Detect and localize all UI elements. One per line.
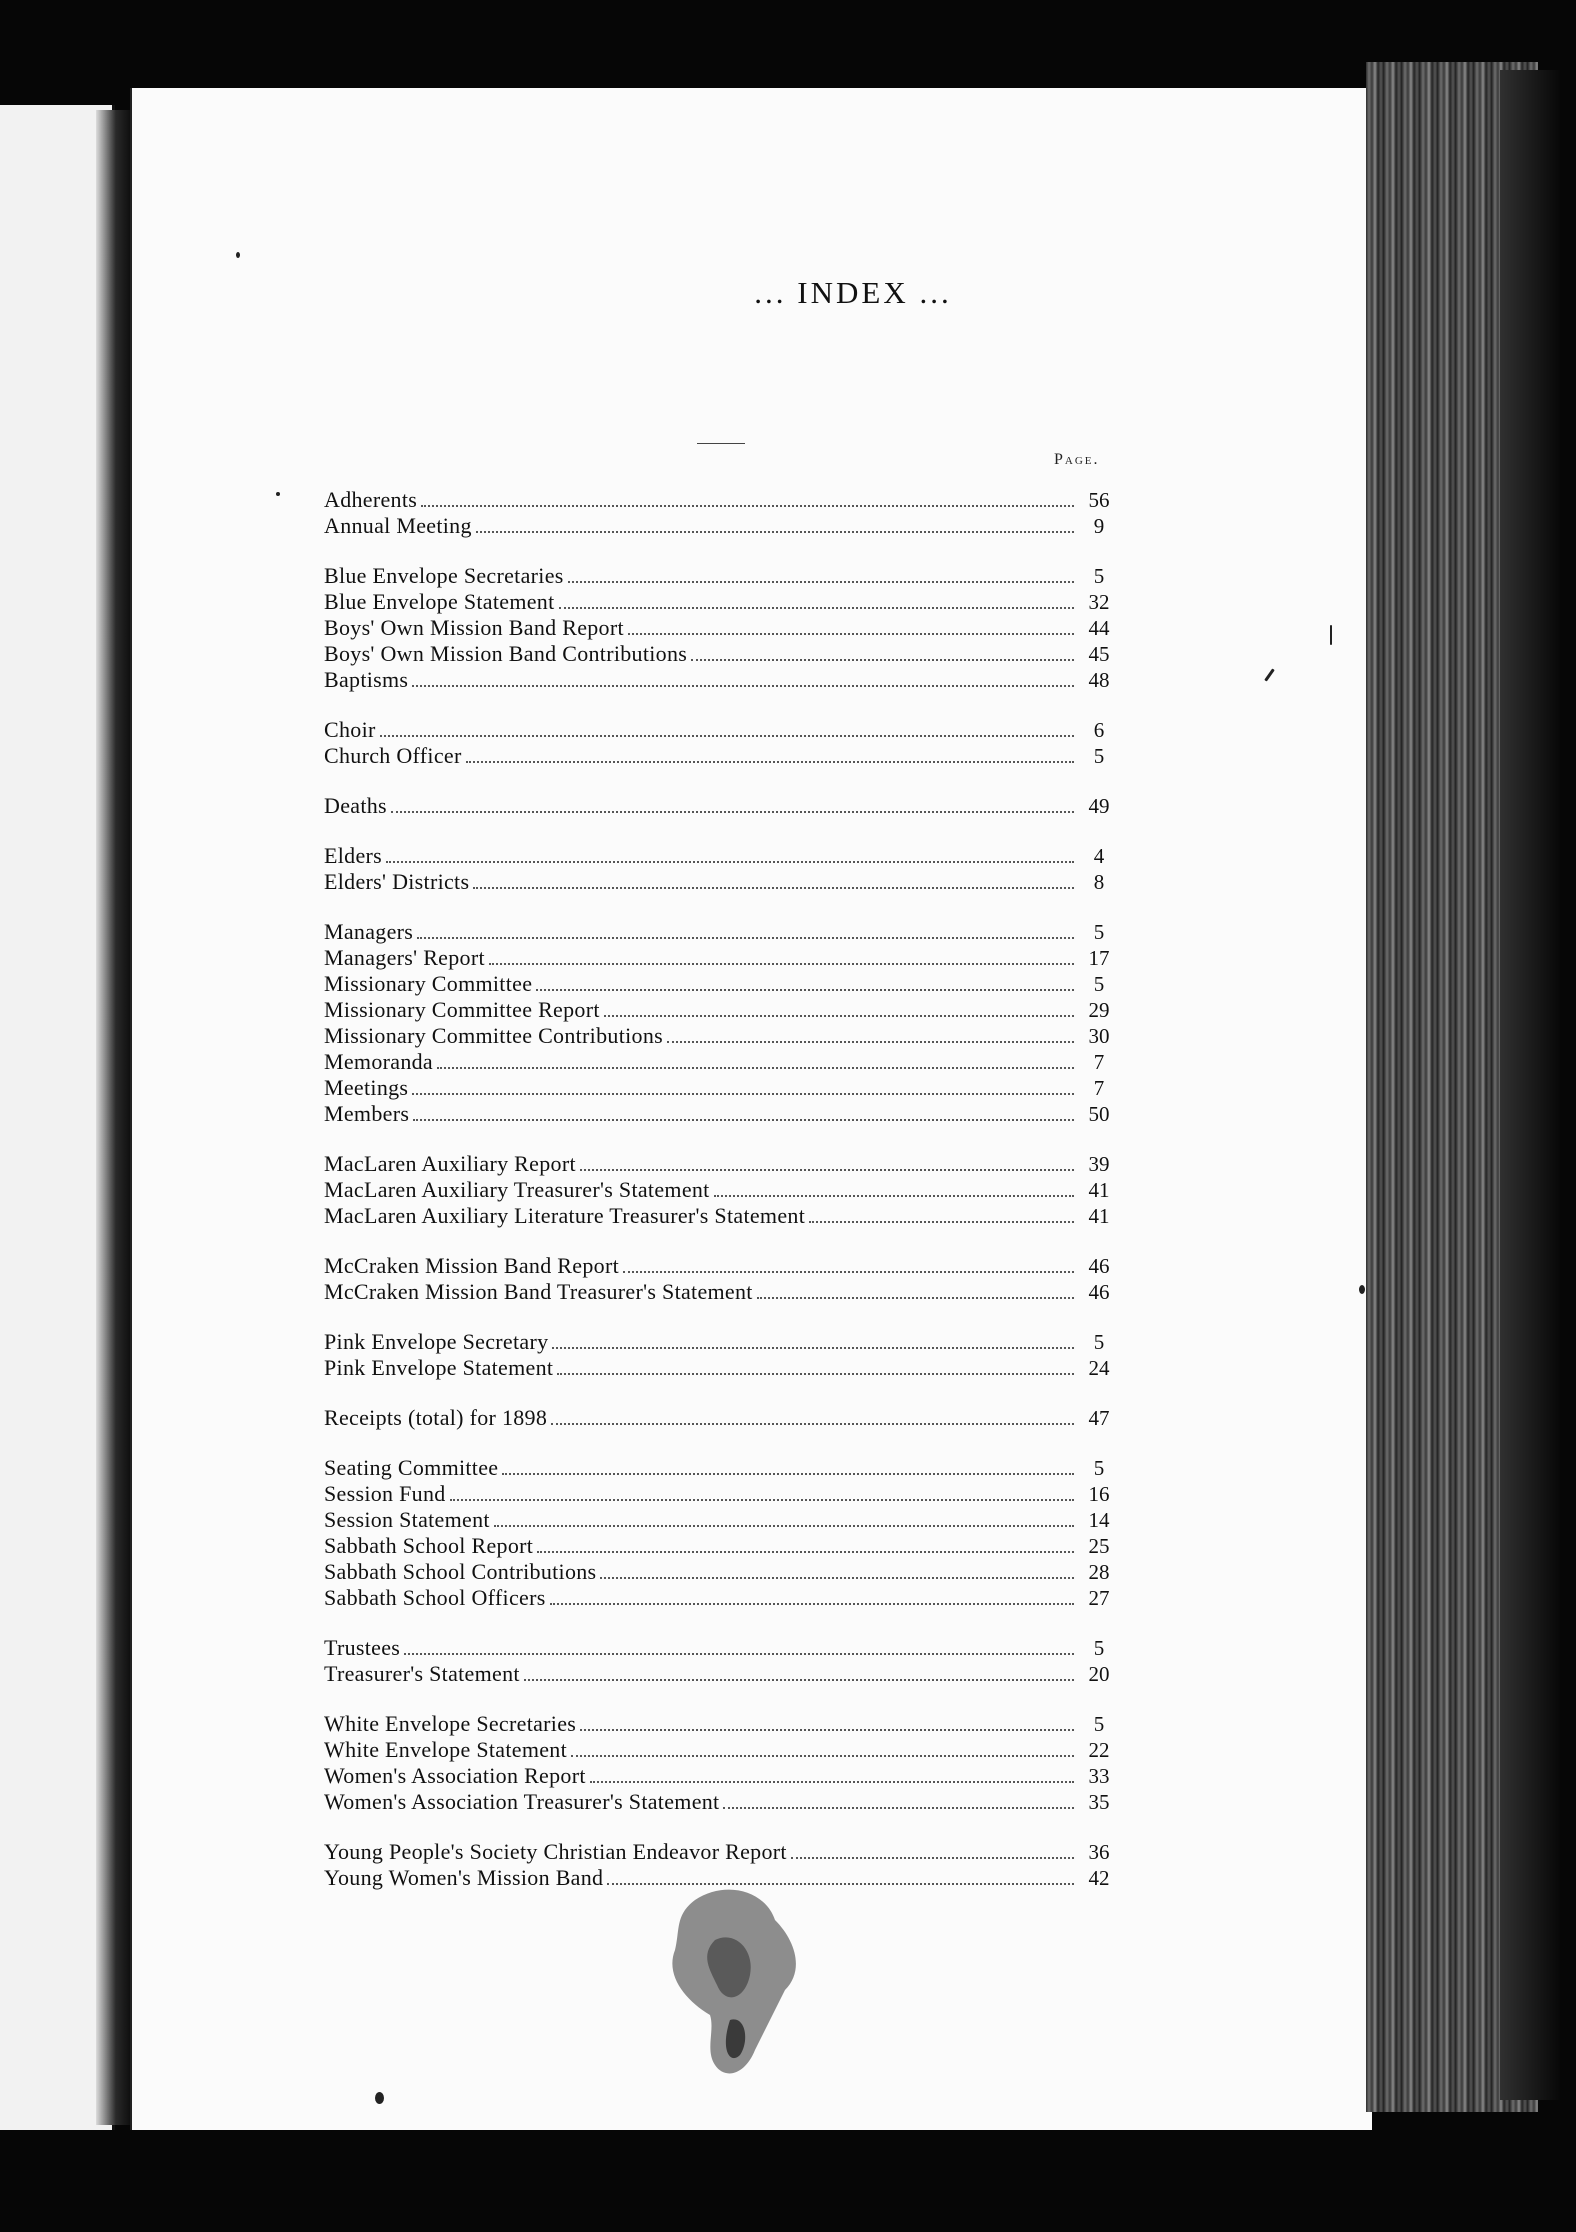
index-entry-label: Meetings — [324, 1075, 409, 1100]
index-entry-label: Choir — [324, 717, 376, 742]
index-entry-label: McCraken Mission Band Report — [324, 1253, 619, 1278]
dot-leader — [437, 1067, 1074, 1069]
index-entry-page: 29 — [1088, 998, 1110, 1022]
index-entry — [324, 997, 1114, 1023]
index-entry — [324, 1507, 1114, 1533]
index-entry-label: Elders — [324, 843, 383, 868]
index-entry — [324, 843, 1114, 869]
page-column-heading: Page. — [1054, 451, 1100, 468]
index-entry-label: McCraken Mission Band Treasurer's Statement — [324, 1279, 753, 1304]
index-entry-page: 6 — [1093, 718, 1105, 742]
index-entry-label: Pink Envelope Statement — [324, 1355, 554, 1380]
index-entry-label: Adherents — [324, 487, 418, 512]
index-entry-page: 5 — [1093, 1456, 1105, 1480]
dot-leader — [623, 1271, 1074, 1273]
dot-leader — [551, 1423, 1074, 1425]
dot-leader — [466, 761, 1074, 763]
dot-leader — [386, 861, 1074, 863]
index-entry — [324, 793, 1114, 819]
dot-leader — [600, 1577, 1074, 1579]
index-entry — [324, 1763, 1114, 1789]
index-entry-label: Blue Envelope Statement — [324, 589, 555, 614]
index-entry-page: 35 — [1088, 1790, 1110, 1814]
index-entry-label: Managers — [324, 919, 414, 944]
index-entry — [324, 513, 1114, 539]
index-entry-label: Session Fund — [324, 1481, 446, 1506]
index-entry — [324, 641, 1114, 667]
index-entry — [324, 1355, 1114, 1381]
index-entry-label: Annual Meeting — [324, 513, 472, 538]
index-entry — [324, 971, 1114, 997]
dot-leader — [604, 1015, 1074, 1017]
dot-leader — [421, 505, 1074, 507]
index-entry — [324, 1533, 1114, 1559]
index-entry-label: Members — [324, 1101, 410, 1126]
index-entry — [324, 615, 1114, 641]
index-entry-page: 28 — [1088, 1560, 1110, 1584]
dot-leader — [412, 1093, 1074, 1095]
dot-leader — [404, 1653, 1074, 1655]
index-entry — [324, 1329, 1114, 1355]
index-entry — [324, 589, 1114, 615]
dot-leader — [550, 1603, 1074, 1605]
paper-speck — [276, 492, 280, 496]
index-entry — [324, 1839, 1114, 1865]
index-entry-page: 42 — [1088, 1866, 1110, 1890]
dot-leader — [413, 1119, 1074, 1121]
index-entry-label: White Envelope Secretaries — [324, 1711, 577, 1736]
index-entry-page: 25 — [1088, 1534, 1110, 1558]
index-entry — [324, 1737, 1114, 1763]
index-entry — [324, 717, 1114, 743]
index-entry — [324, 869, 1114, 895]
index-entry-label: Memoranda — [324, 1049, 433, 1074]
index-entry-page: 7 — [1093, 1050, 1105, 1074]
index-entry — [324, 1585, 1114, 1611]
index-entry — [324, 919, 1114, 945]
index-entry-page: 22 — [1088, 1738, 1110, 1762]
index-entry-page: 5 — [1093, 972, 1105, 996]
index-entry-label: Young Women's Mission Band — [324, 1865, 604, 1890]
index-entry-label: MacLaren Auxiliary Report — [324, 1151, 576, 1176]
index-entry — [324, 1049, 1114, 1075]
index-entry — [324, 1253, 1114, 1279]
index-entry — [324, 1075, 1114, 1101]
dot-leader — [580, 1169, 1074, 1171]
index-entry-page: 39 — [1088, 1152, 1110, 1176]
paper-speck — [1359, 1285, 1365, 1294]
dot-leader — [628, 633, 1074, 635]
index-entry-page: 5 — [1093, 564, 1105, 588]
index-entry-page: 4 — [1093, 844, 1105, 868]
index-entry-page: 49 — [1088, 794, 1110, 818]
index-entry-page: 8 — [1093, 870, 1105, 894]
dot-leader — [476, 531, 1074, 533]
index-entry — [324, 1151, 1114, 1177]
index-entry-page: 45 — [1088, 642, 1110, 666]
index-entry-label: Managers' Report — [324, 945, 485, 970]
index-entry — [324, 1789, 1114, 1815]
dot-leader — [809, 1221, 1074, 1223]
index-entry-label: Missionary Committee — [324, 971, 533, 996]
index-entry — [324, 1203, 1114, 1229]
index-entry-page: 46 — [1088, 1280, 1110, 1304]
index-entry-page: 46 — [1088, 1254, 1110, 1278]
dot-leader — [559, 607, 1074, 609]
index-entry-label: Pink Envelope Secretary — [324, 1329, 549, 1354]
index-entry-page: 5 — [1093, 744, 1105, 768]
index-entry — [324, 1559, 1114, 1585]
index-entry-page: 20 — [1088, 1662, 1110, 1686]
index-entry — [324, 487, 1114, 513]
dot-leader — [412, 685, 1074, 687]
index-entry — [324, 945, 1114, 971]
index-entry — [324, 1177, 1114, 1203]
index-entry — [324, 743, 1114, 769]
index-entry-label: White Envelope Statement — [324, 1737, 568, 1762]
index-entry-page: 32 — [1088, 590, 1110, 614]
index-entry-page: 36 — [1088, 1840, 1110, 1864]
index-entry — [324, 1455, 1114, 1481]
index-entry-label: Boys' Own Mission Band Contributions — [324, 641, 688, 666]
dot-leader — [557, 1373, 1074, 1375]
index-entry-label: Women's Association Report — [324, 1763, 586, 1788]
index-entry-label: Deaths — [324, 793, 387, 818]
index-entry-page: 27 — [1088, 1586, 1110, 1610]
dot-leader — [380, 735, 1074, 737]
dot-leader — [667, 1041, 1074, 1043]
index-entry-page: 47 — [1088, 1406, 1110, 1430]
dot-leader — [691, 659, 1074, 661]
dot-leader — [590, 1781, 1074, 1783]
index-entry-page: 44 — [1088, 616, 1110, 640]
index-entry-label: Young People's Society Christian Endeavor Report — [324, 1839, 787, 1864]
index-entry-label: Missionary Committee Report — [324, 997, 600, 1022]
index-entry — [324, 1711, 1114, 1737]
index-entry-label: Seating Committee — [324, 1455, 499, 1480]
dot-leader — [714, 1195, 1074, 1197]
index-entry — [324, 1635, 1114, 1661]
index-entry-page: 9 — [1093, 514, 1105, 538]
paper-damage-stain — [655, 1880, 815, 2080]
index-entry — [324, 1405, 1114, 1431]
index-entry-label: Receipts (total) for 1898 — [324, 1405, 548, 1430]
index-entry-label: Trustees — [324, 1635, 401, 1660]
dot-leader — [580, 1729, 1074, 1731]
index-entry-label: MacLaren Auxiliary Treasurer's Statement — [324, 1177, 710, 1202]
index-entry-label: Treasurer's Statement — [324, 1661, 520, 1686]
index-entry-label: Elders' Districts — [324, 869, 470, 894]
index-entry-label: Women's Association Treasurer's Statement — [324, 1789, 720, 1814]
dot-leader — [723, 1807, 1074, 1809]
dot-leader — [791, 1857, 1074, 1859]
index-entry-label: Blue Envelope Secretaries — [324, 563, 564, 588]
dot-leader — [502, 1473, 1074, 1475]
index-entry-page: 41 — [1088, 1178, 1110, 1202]
dot-leader — [536, 989, 1074, 991]
index-entry — [324, 1661, 1114, 1687]
index-entry-page: 14 — [1088, 1508, 1110, 1532]
index-entry-label: Baptisms — [324, 667, 409, 692]
index-entry-page: 7 — [1093, 1076, 1105, 1100]
paper-speck — [1330, 625, 1332, 645]
index-entry-label: MacLaren Auxiliary Literature Treasurer's Statement — [324, 1203, 806, 1228]
index-entry — [324, 667, 1114, 693]
index-entry-page: 5 — [1093, 1636, 1105, 1660]
index-entry-label: Boys' Own Mission Band Report — [324, 615, 624, 640]
index-entry-page: 17 — [1088, 946, 1110, 970]
index-entry-label: Church Officer — [324, 743, 462, 768]
dot-leader — [450, 1499, 1074, 1501]
index-entry-label: Session Statement — [324, 1507, 490, 1532]
index-entry-label: Missionary Committee Contributions — [324, 1023, 663, 1048]
dot-leader — [473, 887, 1074, 889]
dot-leader — [571, 1755, 1074, 1757]
index-entry-page: 50 — [1088, 1102, 1110, 1126]
dot-leader — [524, 1679, 1074, 1681]
dot-leader — [537, 1551, 1074, 1553]
index-entry-page: 5 — [1093, 920, 1105, 944]
dot-leader — [391, 811, 1074, 813]
dot-leader — [489, 963, 1074, 965]
dot-leader — [417, 937, 1074, 939]
dot-leader — [568, 581, 1074, 583]
index-entry-page: 16 — [1088, 1482, 1110, 1506]
index-entry-label: Sabbath School Officers — [324, 1585, 546, 1610]
dot-leader — [494, 1525, 1074, 1527]
index-entry-page: 56 — [1088, 488, 1110, 512]
index-entry-page: 30 — [1088, 1024, 1110, 1048]
paper-speck — [375, 2092, 384, 2104]
index-entry-label: Sabbath School Report — [324, 1533, 534, 1558]
index-entry-page: 24 — [1088, 1356, 1110, 1380]
paper-speck — [236, 252, 240, 258]
index-entry-page: 5 — [1093, 1330, 1105, 1354]
index-entry-label: Sabbath School Contributions — [324, 1559, 597, 1584]
index-entry-page: 48 — [1088, 668, 1110, 692]
index-entry — [324, 1279, 1114, 1305]
dot-leader — [757, 1297, 1074, 1299]
index-entry — [324, 1023, 1114, 1049]
index-entry-page: 41 — [1088, 1204, 1110, 1228]
index-entry — [324, 1101, 1114, 1127]
dot-leader — [552, 1347, 1074, 1349]
index-entry — [324, 1481, 1114, 1507]
index-entry-page: 33 — [1088, 1764, 1110, 1788]
index-entry — [324, 563, 1114, 589]
page-title: ... INDEX ... — [754, 275, 952, 310]
index-entry-page: 5 — [1093, 1712, 1105, 1736]
